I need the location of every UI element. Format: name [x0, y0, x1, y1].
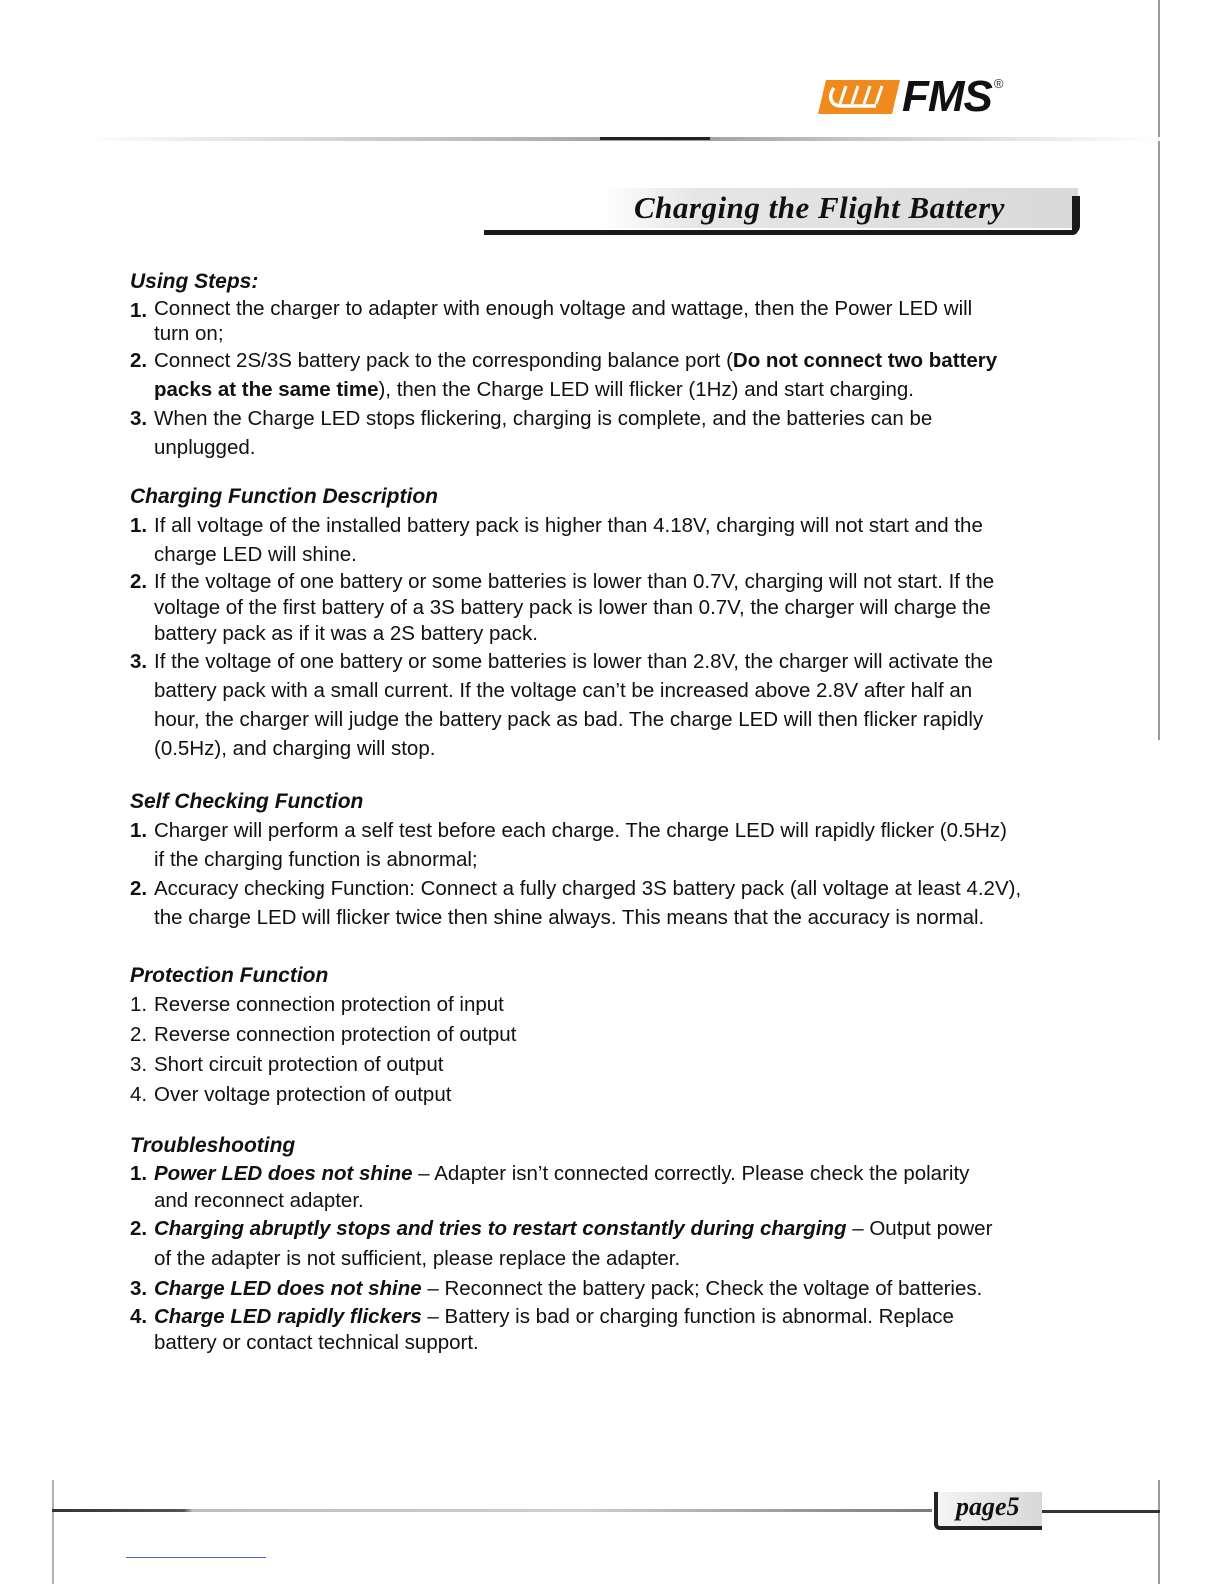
item-text: Battery is bad or charging function is abnormal. Replace: [444, 1305, 954, 1328]
item-number: 1.: [130, 299, 148, 322]
list-item: [130, 1274, 1120, 1304]
list-item: [130, 569, 1120, 647]
item-text: Accuracy checking Function: Connect a fully charged 3S battery pack (all voltage at least 4.2V),: [154, 877, 1022, 900]
troubleshooting-list: [130, 1160, 1120, 1356]
item-text: of the adapter is not sufficient, please replace the adapter.: [154, 1247, 681, 1270]
item-text: Charger will perform a self test before each charge. The charge LED will rapidly flicker (0.5Hz): [154, 819, 1008, 842]
item-text: If the voltage of one battery or some batteries is lower than 2.8V, the charger will activate the: [154, 650, 994, 673]
item-dash: –: [846, 1217, 870, 1240]
title-hook: [1072, 196, 1080, 234]
item-number: 3.: [130, 407, 148, 430]
list-item: [130, 296, 1120, 346]
list-item: [130, 1050, 1120, 1080]
list-item: [130, 346, 1120, 404]
item-title: Charging abruptly stops and tries to restart constantly during charging: [154, 1217, 847, 1240]
item-text: (0.5Hz), and charging will stop.: [154, 737, 436, 760]
item-number: 1.: [130, 819, 148, 842]
section-heading: Self Checking Function: [130, 790, 364, 813]
item-dash: –: [412, 1162, 435, 1185]
fms-wing-logo-icon: [816, 74, 900, 120]
list-item: [130, 404, 1120, 462]
item-title: Charge LED does not shine: [154, 1277, 422, 1300]
list-item: [130, 1214, 1120, 1274]
item-text: When the Charge LED stops flickering, charging is complete, and the batteries can be: [154, 407, 933, 430]
item-bold-text: packs at the same time: [154, 378, 379, 401]
section-heading: Using Steps:: [130, 270, 259, 293]
registered-mark: ®: [993, 76, 1004, 91]
item-text: Reconnect the battery pack; Check the voltage of batteries.: [444, 1277, 983, 1300]
item-text: voltage of the first battery of a 3S battery pack is lower than 0.7V, the charger will charge the: [154, 596, 991, 619]
item-text: Reverse connection protection of output: [154, 1023, 517, 1046]
self-checking-list: [130, 816, 1120, 932]
list-item: [130, 511, 1120, 569]
using-steps-section: [130, 268, 1120, 462]
item-text: and reconnect adapter.: [154, 1189, 364, 1212]
item-number: 4.: [130, 1083, 148, 1106]
item-text: battery pack with a small current. If the voltage can’t be increased above 2.8V after half an: [154, 679, 973, 702]
item-text: Connect 2S/3S battery pack to the corresponding balance port (: [154, 349, 733, 372]
item-bold-text: Do not connect two battery: [732, 349, 998, 372]
footer-rule: [52, 1509, 932, 1512]
item-number: 2.: [130, 1023, 148, 1046]
item-text: Adapter isn’t connected correctly. Please check the polarity: [434, 1162, 970, 1185]
brand-name: FMS: [902, 72, 992, 121]
item-text: ), then the Charge LED will flicker (1Hz) and start charging.: [378, 378, 914, 401]
header-rule-accent: [600, 137, 710, 140]
item-text: if the charging function is abnormal;: [154, 848, 478, 871]
list-item: [130, 990, 1120, 1020]
self-checking-section: [130, 788, 1120, 932]
right-border-rule-bottom: [1158, 1480, 1160, 1584]
list-item: [130, 874, 1120, 932]
troubleshooting-section: [130, 1132, 1120, 1356]
list-item: [130, 1080, 1120, 1110]
item-number: 2.: [130, 570, 148, 593]
item-text: Connect the charger to adapter with enough voltage and wattage, then the Power LED will: [154, 297, 973, 320]
item-text: Reverse connection protection of input: [154, 993, 504, 1016]
item-title: Charge LED rapidly flickers: [154, 1305, 422, 1328]
item-number: 3.: [130, 1053, 148, 1076]
item-text: turn on;: [154, 322, 224, 345]
section-heading: Charging Function Description: [130, 485, 438, 508]
item-text: Short circuit protection of output: [154, 1053, 444, 1076]
using-steps-list: [130, 296, 1120, 462]
item-text: If all voltage of the installed battery pack is higher than 4.18V, charging will not start and the: [154, 514, 983, 537]
item-text: charge LED will shine.: [154, 543, 357, 566]
item-number: 1.: [130, 514, 148, 537]
item-text: unplugged.: [154, 436, 256, 459]
left-border-rule-bottom: [52, 1480, 54, 1584]
list-item: [130, 1304, 1120, 1356]
right-border-rule: [1158, 0, 1160, 740]
item-text: Over voltage protection of output: [154, 1083, 452, 1106]
charging-function-list: [130, 511, 1120, 763]
list-item: [130, 1020, 1120, 1050]
item-text: battery or contact technical support.: [154, 1331, 479, 1354]
item-text: Output power: [869, 1217, 993, 1240]
item-text: hour, the charger will judge the battery pack as bad. The charge LED will then flicker rapidly: [154, 708, 984, 731]
item-dash: –: [421, 1277, 445, 1300]
item-text: the charge LED will flicker twice then shine always. This means that the accuracy is normal.: [154, 906, 985, 929]
section-heading: Protection Function: [130, 964, 329, 987]
page-title: Charging the Flight Battery: [634, 190, 1005, 225]
item-number: 1.: [130, 1162, 148, 1185]
protection-list: [130, 990, 1120, 1110]
fms-logo: [816, 72, 1003, 122]
section-heading: Troubleshooting: [130, 1134, 296, 1157]
title-underline: [484, 230, 1078, 235]
item-number: 2.: [130, 1217, 148, 1240]
charging-function-section: [130, 483, 1120, 763]
item-text: If the voltage of one battery or some batteries is lower than 0.7V, charging will not start. If the: [154, 570, 995, 593]
list-item: [130, 816, 1120, 874]
bottom-link-underline: [126, 1557, 266, 1558]
footer-rule-right: [1040, 1510, 1160, 1513]
item-text: battery pack as if it was a 2S battery pack.: [154, 622, 538, 645]
item-number: 1.: [130, 993, 148, 1016]
item-title: Power LED does not shine: [154, 1162, 413, 1185]
item-dash: –: [421, 1305, 445, 1328]
item-number: 2.: [130, 349, 148, 372]
item-number: 3.: [130, 650, 148, 673]
list-item: [130, 1160, 1120, 1214]
item-number: 3.: [130, 1277, 148, 1300]
page-number: page5: [956, 1492, 1020, 1521]
item-number: 4.: [130, 1305, 148, 1328]
protection-section: [130, 962, 1120, 1110]
list-item: [130, 647, 1120, 763]
item-number: 2.: [130, 877, 148, 900]
